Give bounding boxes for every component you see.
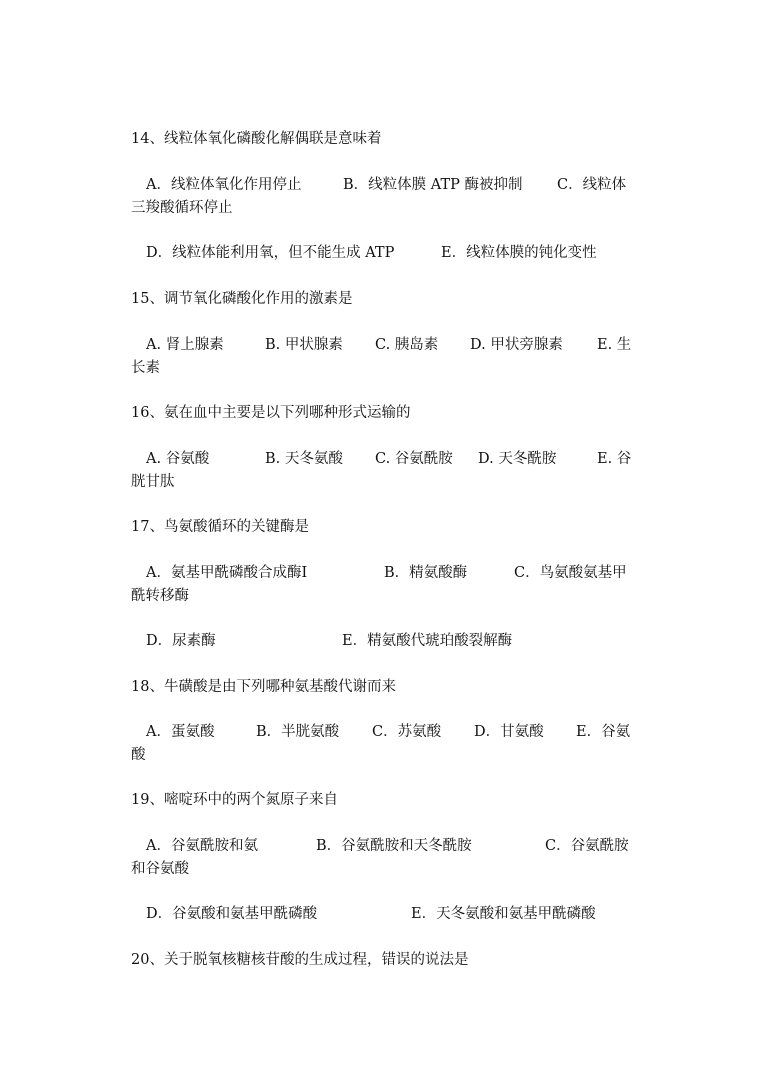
question-17-option-c: C．鸟氨酸氨基甲 bbox=[514, 565, 627, 581]
question-17-stem: 17、鸟氨酸循环的关键酶是 bbox=[131, 519, 309, 535]
question-18-option-e: E．谷氨 bbox=[576, 724, 631, 740]
question-19-stem: 19、嘧啶环中的两个氮原子来自 bbox=[131, 792, 338, 808]
question-19-option-d: D．谷氨酸和氨基甲酰磷酸 bbox=[146, 906, 318, 922]
question-14-option-e: E．线粒体膜的钝化变性 bbox=[441, 245, 597, 261]
question-15-stem: 15、调节氧化磷酸化作用的激素是 bbox=[131, 291, 353, 307]
question-18-stem: 18、牛磺酸是由下列哪种氨基酸代谢而来 bbox=[131, 679, 396, 695]
question-17-option-b: B．精氨酸酶 bbox=[384, 565, 468, 581]
question-18-option-d: D．甘氨酸 bbox=[474, 724, 544, 740]
question-14-stem: 14、线粒体氧化磷酸化解偶联是意味着 bbox=[131, 131, 382, 147]
question-16-option-d: D. 天冬酰胺 bbox=[478, 451, 557, 467]
question-17-option-e: E．精氨酸代琥珀酸裂解酶 bbox=[342, 633, 513, 649]
question-17-option-a: A．氨基甲酰磷酸合成酶Ⅰ bbox=[146, 565, 308, 581]
question-14-option-c: C．线粒体 bbox=[557, 177, 627, 193]
question-16-option-b: B. 天冬氨酸 bbox=[265, 451, 343, 467]
question-15-option-b: B. 甲状腺素 bbox=[265, 337, 343, 353]
question-14-option-a: A．线粒体氧化作用停止 bbox=[146, 177, 302, 193]
question-14-option-d: D．线粒体能利用氧，但不能生成 ATP bbox=[146, 245, 395, 261]
question-17-option-d: D．尿素酶 bbox=[146, 633, 216, 649]
question-19-option-b: B．谷氨酰胺和天冬酰胺 bbox=[316, 838, 472, 854]
question-18-option-a: A．蛋氨酸 bbox=[146, 724, 215, 740]
question-15-option-e: E. 生 bbox=[597, 337, 632, 353]
question-15-option-a: A. 肾上腺素 bbox=[146, 337, 224, 353]
question-18-option-e-cont: 酸 bbox=[131, 747, 146, 763]
question-20-stem: 20、关于脱氧核糖核苷酸的生成过程，错误的说法是 bbox=[131, 952, 469, 968]
question-19-option-e: E．天冬氨酸和氨基甲酰磷酸 bbox=[411, 906, 596, 922]
question-19-option-c: C．谷氨酰胺 bbox=[545, 838, 629, 854]
question-15-option-e-cont: 长素 bbox=[131, 360, 160, 376]
question-16-option-a: A. 谷氨酸 bbox=[146, 451, 210, 467]
question-16-option-e-cont: 胱甘肽 bbox=[131, 474, 175, 490]
question-16-option-c: C. 谷氨酰胺 bbox=[375, 451, 453, 467]
question-16-option-e: E. 谷 bbox=[597, 451, 632, 467]
question-16-stem: 16、氨在血中主要是以下列哪种形式运输的 bbox=[131, 405, 411, 421]
question-18-option-b: B．半胱氨酸 bbox=[256, 724, 340, 740]
question-19-option-c-cont: 和谷氨酸 bbox=[131, 861, 189, 877]
question-19-option-a: A．谷氨酰胺和氨 bbox=[146, 838, 258, 854]
question-17-option-c-cont: 酰转移酶 bbox=[131, 588, 189, 604]
question-15-option-c: C. 胰岛素 bbox=[375, 337, 439, 353]
question-14-option-c-cont: 三羧酸循环停止 bbox=[131, 200, 233, 216]
question-18-option-c: C．苏氨酸 bbox=[372, 724, 442, 740]
question-15-option-d: D. 甲状旁腺素 bbox=[470, 337, 563, 353]
question-14-option-b: B．线粒体膜 ATP 酶被抑制 bbox=[343, 177, 523, 193]
